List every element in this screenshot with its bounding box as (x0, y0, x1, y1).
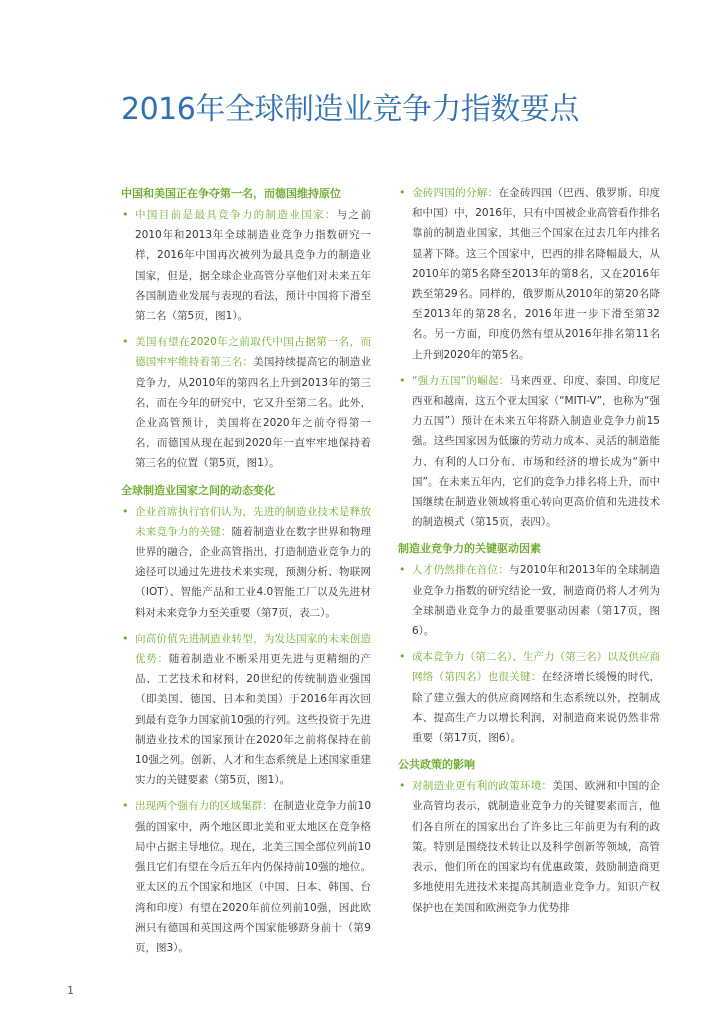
item-lead: 对制造业更有利的政策环境： (412, 780, 553, 793)
left-column (121, 183, 371, 964)
list-item (121, 332, 371, 473)
bullet-list (121, 502, 371, 958)
item-lead: 金砖四国的分解： (412, 187, 499, 199)
right-column (398, 183, 660, 924)
item-body: 随着制造业在数字世界和物理世界的融合，企业高管指出，打造制造业竞争力的途径可以通过先进技术来实现，预测分析、物联网（IOT）、智能产品和工业4.0智能工厂以及先进材料对未来竞争力至关重要（第7页，表二）。 (135, 525, 372, 619)
item-lead: 出现两个强有力的区域集群： (135, 800, 273, 813)
section-heading: 全球制造业国家之间的动态变化 (121, 483, 275, 497)
item-lead: 向高价值先进制造业转型，为发达国家的未来创造优势： (135, 632, 371, 666)
bullet-list (121, 205, 371, 474)
item-body: 在金砖四国（巴西、俄罗斯、印度和中国）中，2016年，只有中国被企业高管看作排名靠前的制造业国家，其他三个国家在过去几年内排名显著下降。这三个国家中，巴西的排名降幅最大，从2010年的第5名降至2013年的第8名，又在2016年跌至第29名。同样的，俄罗斯从2010年的第20名降至2013年的第28名，2016年进一步下滑至第32名。另一方面，印度仍然有望从2016年排名第11名上升到2020年的第5名。 (412, 187, 661, 361)
list-item (121, 502, 371, 623)
bullet-list (398, 560, 660, 748)
list-item (121, 629, 371, 791)
item-lead: 美国有望在2020年之前取代中国占据第一名，而德国牢牢维持着第三名： (135, 336, 371, 369)
section-heading: 制造业竞争力的关键驱动因素 (398, 542, 541, 556)
item-lead: 人才仍然排在首位： (412, 564, 510, 577)
list-item (121, 205, 371, 326)
list-item (398, 560, 660, 641)
item-body: 随着制造业不断采用更先进与更精细的产品、工艺技术和材料，20世纪的传统制造业强国（即美国、德国、日本和美国）于2016年再次回到最有竞争力国家前10强的行列。这些投资于先进制造业技术的国家预计在2020年之前将保持在前10强之列。创新、人才和生态系统是上述国家重建实力的关键要素（第5页，图1）。 (135, 653, 372, 787)
item-lead: 中国目前是最具竞争力的制造业国家： (135, 209, 337, 221)
item-body: 在经济增长缓慢的时代，除了建立强大的供应商网络和生态系统以外，控制成本、提高生产力以增长利润，对制造商来说仍然非常重要（第17页，图6）。 (412, 671, 661, 745)
item-lead: 成本竞争力（第二名）、生产力（第三名）以及供应商网络（第四名）也很关键： (412, 651, 660, 684)
item-body: 与2010年和2013年的全球制造业竞争力指数的研究结论一致，制造商仍将人才列为全球制造业竞争力的最重要驱动因素（第17页，图6）。 (412, 564, 661, 638)
list-item (398, 647, 660, 748)
list-item (398, 371, 660, 533)
page-title: 2016年全球制造业竞争力指数要点 (121, 92, 579, 127)
item-lead: 企业首席执行官们认为，先进的制造业技术是释放未来竞争力的关键： (135, 505, 371, 538)
list-item (398, 776, 660, 917)
item-body: 在制造业竞争力前10强的国家中，两个地区即北美和亚太地区在竞争格局中占据主导地位。现在，北美三国全部位列前10强且它们有望在今后五年内仍保持前10强的地位。亚太区的五个国家和地区（中国、日本、韩国、台湾和印度）有望在2020年前位列前10强，因此欧洲只有德国和英国这两个国家能够跻身前十（第9页，图3）。 (135, 800, 371, 954)
section-heading: 中国和美国正在争夺第一名，而德国维持原位 (121, 187, 341, 200)
item-body: 美国持续提高它的制造业竞争力，从2010年的第四名上升到2013年的第三名，而在今年的研究中，它又升至第二名。此外，企业高管预计，美国将在2020年之前夺得第一名，而德国从现在起到2020年一直牢牢地保持着第三名的位置（第5页，图1）。 (135, 356, 372, 470)
bullet-list (398, 183, 660, 532)
list-item (398, 183, 660, 365)
item-body: 马来西亚、印度、泰国、印度尼西亚和越南，这五个亚太国家（“MITI-V”，也称为“强力五国”）预计在未来五年将跻入制造业竞争力前15强。这些国家因为低廉的劳动力成本、灵活的制造能力、有利的人口分布、市场和经济的增长成为“新中国”。在未来五年内，它们的竞争力排名将上升，而中国继续在制造业领域将重心转向更高价值和先进技术的制造模式（第15页，表四）。 (412, 374, 660, 529)
bullet-list (398, 776, 660, 917)
item-body: 与之前2010年和2013年全球制造业竞争力指数研究一样，2016年中国再次被列为最具竞争力的制造业国家，但是，据全球企业高管分享他们对未来五年各国制造业发展与表现的看法，预计中国将下滑至第二名（第5页，图1）。 (135, 209, 372, 323)
item-body: 美国、欧洲和中国的企业高管均表示，就制造业竞争力的关键要素而言，他们各自所在的国家出台了许多比三年前更为有利的政策。特别是围绕技术转让以及科学创新等领域，高管表示，他们所在的国家均有优惠政策，鼓励制造商更多地使用先进技术来提高其制造业竞争力。知识产权保护也在美国和欧洲竞争力优势排 (412, 780, 661, 914)
item-lead: “强力五国”的崛起： (412, 374, 510, 387)
page-number: 1 (67, 984, 74, 997)
section-heading: 公共政策的影响 (398, 758, 475, 772)
list-item (121, 796, 371, 958)
